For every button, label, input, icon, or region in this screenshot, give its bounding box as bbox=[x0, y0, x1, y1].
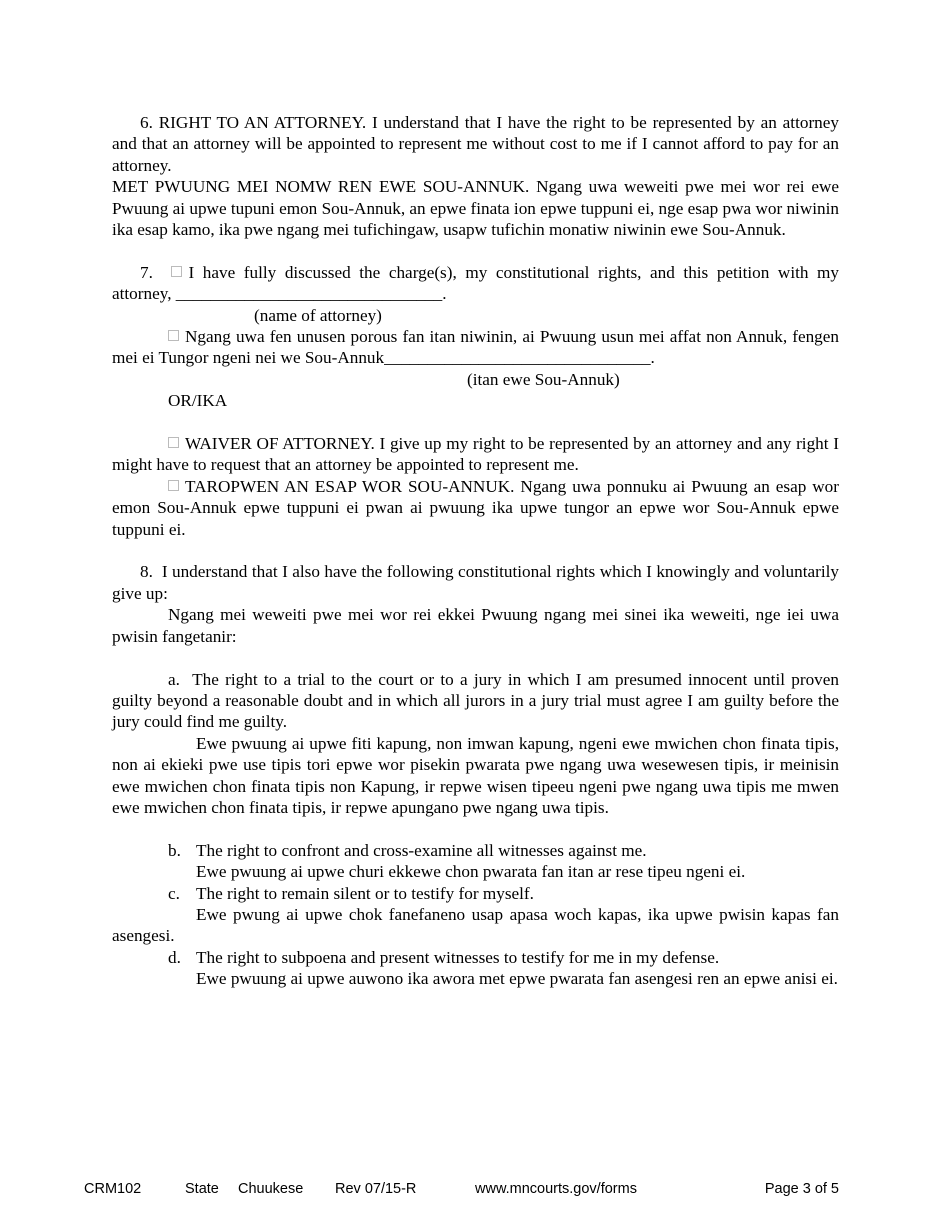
section-6-english: 6. RIGHT TO AN ATTORNEY. I understand that I have the right to be represented by an attorney and that an attorney will be appointed to represent me without cost to me if I cannot afford to pay for an attorney. bbox=[112, 113, 839, 175]
right-a-english bbox=[112, 669, 839, 733]
section-8-english bbox=[112, 561, 839, 604]
attorney-name-caption: (name of attorney) bbox=[254, 305, 382, 325]
right-b-english: The right to confront and cross-examine all witnesses against me. bbox=[196, 840, 647, 860]
attorney-name-chk-caption: (itan ewe Sou-Annuk) bbox=[467, 369, 620, 389]
right-a-label: a. bbox=[168, 669, 180, 689]
right-a-chuukese: Ewe pwuung ai upwe fiti kapung, non imwan kapung, ngeni ewe mwichen chon finata tipis, non ai ekieki pwe use tipis tori epwe wor pisekin pwarata pwe ngang uwa wesewesen tipis, ir meinisin ewe mwichen chon finata tipis non Kapung, ir repwe wisen tipeeu ngeni pwe ngang uwa tipis me mwen ewe mwichen chon finata tipis, ir repwe apungano pwe ngang uwa tipis. bbox=[112, 733, 839, 817]
footer-url[interactable]: www.mncourts.gov/forms bbox=[475, 1181, 637, 1197]
section-7-english bbox=[112, 262, 839, 305]
section-6-chuukese: MET PWUUNG MEI NOMW REN EWE SOU-ANNUK. Ngang uwa weweiti pwe mei wor rei ewe Pwuung ai upwe tupuni emon Sou-Annuk, an epwe finata ion epwe tuppuni ei, nge esap pwa wor niwinin ika esap kamo, ika pwe ngang mei tufichingaw, usapw tufichin monatiw niwinin ewe Sou-Annuk. bbox=[112, 177, 839, 240]
footer-form-number: CRM102 bbox=[84, 1181, 142, 1197]
footer-page-number: Page 3 of 5 bbox=[764, 1181, 839, 1197]
section-8-number: 8. bbox=[140, 562, 153, 582]
waiver-text: WAIVER OF ATTORNEY. I give up my right to be represented by an attorney and any right I might have to request that an attorney be appointed to represent me. bbox=[112, 434, 839, 475]
or-label: OR/IKA bbox=[168, 391, 228, 411]
section-8-text: I understand that I also have the following constitutional rights which I knowingly and voluntarily give up: bbox=[112, 562, 840, 603]
right-c bbox=[112, 883, 839, 904]
waiver-chk-checkbox[interactable] bbox=[168, 480, 179, 491]
attorney-name-field[interactable]: _______________________________. bbox=[175, 284, 447, 304]
waiver-chuukese bbox=[112, 476, 839, 540]
right-b bbox=[112, 840, 839, 861]
waiver-checkbox[interactable] bbox=[168, 437, 179, 448]
waiver-chk-text: TAROPWEN AN ESAP WOR SOU-ANNUK. Ngang uwa ponnuku ai Pwuung an esap wor emon Sou-Annuk epwe tuppuni ei pwan ai pwuung ika upwe tungor an epwe wor Sou-Annuk epwe tuppuni ei. bbox=[112, 476, 839, 539]
section-7-chuukese bbox=[112, 326, 839, 369]
document-body bbox=[112, 112, 839, 990]
right-a-text: The right to a trial to the court or to a jury in which I am presumed innocent until proven guilty beyond a reasonable doubt and in which all jurors in a jury trial must agree I am guilty before the jury could find me guilty. bbox=[112, 669, 839, 732]
section-8-chuukese: Ngang mei weweiti pwe mei wor rei ekkei Pwuung ngang mei sinei ika weweiti, nge iei uwa pwisin fangetanir: bbox=[112, 605, 839, 646]
footer-language: Chuukese bbox=[238, 1181, 304, 1197]
attorney-discussed-checkbox[interactable] bbox=[171, 266, 182, 277]
page-footer bbox=[84, 1179, 839, 1199]
right-d-chuukese: Ewe pwuung ai upwe auwono ika awora met epwe pwarata fan asengesi ren an epwe anisi ei. bbox=[196, 969, 838, 989]
right-b-label: b. bbox=[168, 840, 181, 860]
section-7-chk-text: Ngang uwa fen unusen porous fan itan niwinin, ai Pwuung usun mei affat non Annuk, fengen mei ei Tungor ngeni nei we Sou-Annuk bbox=[112, 327, 839, 368]
right-c-label: c. bbox=[168, 883, 180, 903]
section-7-text: I have fully discussed the charge(s), my constitutional rights, and this petition with my attorney, bbox=[112, 262, 839, 304]
right-d-label: d. bbox=[168, 947, 181, 967]
right-b-chuukese: Ewe pwuung ai upwe churi ekkewe chon pwarata fan itan ar rese tipeu ngeni ei. bbox=[196, 862, 746, 882]
attorney-discussed-chk-checkbox[interactable] bbox=[168, 330, 179, 341]
footer-revision: Rev 07/15-R bbox=[335, 1181, 417, 1197]
right-d bbox=[112, 947, 839, 968]
footer-state: State bbox=[185, 1181, 219, 1197]
right-c-english: The right to remain silent or to testify for myself. bbox=[196, 883, 534, 903]
attorney-name-chk-field[interactable]: _______________________________. bbox=[384, 348, 655, 368]
right-d-english: The right to subpoena and present witnesses to testify for me in my defense. bbox=[196, 947, 720, 967]
right-c-chuukese: Ewe pwung ai upwe chok fanefaneno usap apasa woch kapas, ika upwe pwisin kapas fan asengesi. bbox=[112, 904, 839, 946]
waiver-english bbox=[112, 433, 839, 476]
section-7-number: 7. bbox=[140, 262, 153, 282]
